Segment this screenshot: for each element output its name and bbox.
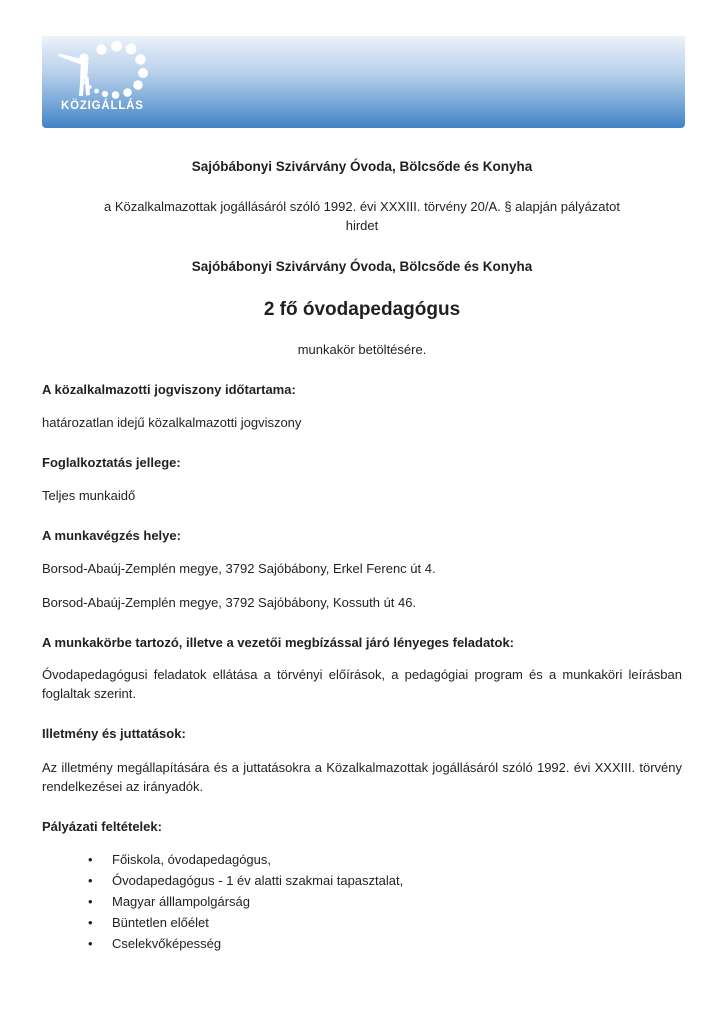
list-item-label: Főiskola, óvodapedagógus, <box>112 852 272 868</box>
list-item-label: Cselekvőképesség <box>112 936 222 952</box>
list-item <box>42 891 682 912</box>
list-item <box>42 849 682 870</box>
bullet-marker-icon: • <box>88 894 93 910</box>
kozigallas-logo <box>54 40 204 128</box>
bullet-marker-icon: • <box>88 873 93 889</box>
section-body-work-location-1: Borsod-Abaúj-Zemplén megye, 3792 Sajóbábony, Erkel Ferenc út 4. <box>42 560 436 576</box>
employer-title: Sajóbábonyi Szivárvány Óvoda, Bölcsőde és Konyha <box>191 159 533 174</box>
job-position-title: 2 fő óvodapedagógus <box>263 299 461 321</box>
list-item-label: Büntetlen előélet <box>112 915 209 931</box>
kozigallas-logo-icon <box>54 40 204 128</box>
logo-wordmark: KÖZIGÁLLÁS <box>61 100 144 112</box>
requirements-list <box>42 849 682 954</box>
job-title-suffix: munkakör betöltésére. <box>297 341 427 357</box>
list-item <box>42 870 682 891</box>
list-item-label: Óvodapedagógus - 1 év alatti szakmai tapasztalat, <box>112 873 404 889</box>
section-heading-job-duties: A munkakörbe tartozó, illetve a vezetői megbízással járó lényeges feladatok: <box>42 634 515 650</box>
section-body-salary: Az illetmény megállapítására és a juttatásokra a Közalkalmazottak jogállásáról szóló 1992. évi XXXIII. törvény rendelkezései az irányadók. <box>42 759 682 795</box>
section-heading-requirements: Pályázati feltételek: <box>42 818 162 834</box>
bullet-marker-icon: • <box>88 915 93 931</box>
section-heading-employment-duration: A közalkalmazotti jogviszony időtartama: <box>42 381 296 397</box>
list-item <box>42 933 682 954</box>
section-heading-salary: Illetmény és juttatások: <box>42 725 186 741</box>
bullet-marker-icon: • <box>88 936 93 952</box>
list-item <box>42 912 682 933</box>
section-heading-work-location: A munkavégzés helye: <box>42 527 181 543</box>
page-header-banner <box>42 36 685 128</box>
section-heading-employment-type: Foglalkoztatás jellege: <box>42 454 181 470</box>
document-body <box>0 128 724 954</box>
legal-intro-paragraph: a Közalkalmazottak jogállásáról szóló 1992. évi XXXIII. törvény 20/A. § alapján pályázatot hirdet <box>104 199 620 234</box>
section-body-work-location-2: Borsod-Abaúj-Zemplén megye, 3792 Sajóbábony, Kossuth út 46. <box>42 594 417 610</box>
section-body-employment-type: Teljes munkaidő <box>42 487 136 503</box>
bullet-marker-icon: • <box>88 852 93 868</box>
section-body-employment-duration: határozatlan idejű közalkalmazotti jogviszony <box>42 414 302 430</box>
list-item-label: Magyar álllampolgárság <box>112 894 251 910</box>
employer-title-secondary: Sajóbábonyi Szivárvány Óvoda, Bölcsőde és Konyha <box>191 258 533 274</box>
section-body-job-duties: Óvodapedagógusi feladatok ellátása a törvényi előírások, a pedagógiai program és a munkaköri leírásban foglaltak szerint. <box>42 666 682 702</box>
